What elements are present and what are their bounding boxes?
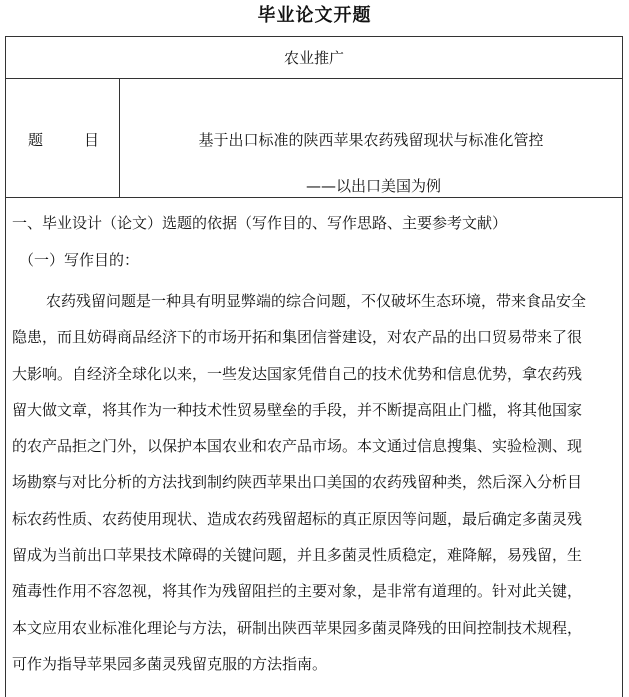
paragraph-line: 场勘察与对比分析的方法找到制约陕西苹果出口美国的农药残留种类，然后深入分析目 [12,473,583,492]
topic-label-char-1: 题 [28,131,44,149]
paragraph-line: 可作为指导苹果园多菌灵残留克服的方法指南。 [12,654,328,673]
major-cell: 农业推广 [6,37,622,79]
paragraph-line: 标农药性质、农药使用现状、造成农药残留超标的真正原因等问题，最后确定多菌灵残 [12,509,583,528]
paragraph-line: 留成为当前出口苹果技术障碍的关键问题，并且多菌灵性质稳定，难降解，易残留，生 [12,546,583,565]
topic-label-cell [6,79,120,197]
paragraph-line: 隐患，而且妨碍商品经济下的市场开拓和集团信誉建设，对农产品的出口贸易带来了很 [12,328,583,347]
sub-heading: （一）写作目的： [19,251,140,269]
proposal-form-table [5,36,623,697]
paragraph-line: 留大做文章，将其作为一种技术性贸易壁垒的手段，并不断提高阻止门槛，将其他国家 [12,400,583,419]
topic-value-cell [120,79,622,197]
paragraph-line: 大影响。自经济全球化以来，一些发达国家凭借自己的技术优势和信息优势，拿农药残 [12,364,583,383]
topic-row [6,79,622,198]
content-cell [6,198,622,697]
section-heading: 一、毕业设计（论文）选题的依据（写作目的、写作思路、主要参考文献） [12,214,508,232]
body-paragraph [12,291,618,690]
topic-label-char-2: 目 [84,131,100,149]
paragraph-line: 的农产品拒之门外，以保护本国农业和农产品市场。本文通过信息搜集、实验检测、现 [12,437,583,456]
document-title: 毕业论文开题 [257,5,372,26]
topic-title-line-1: 基于出口标准的陕西苹果农药残留现状与标准化管控 [198,131,544,149]
paragraph-line: 本文应用农业标准化理论与方法，研制出陕西苹果园多菌灵降残的田间控制技术规程， [12,618,583,637]
topic-title-line-2: ——以出口美国为例 [306,177,442,195]
paragraph-line: 农药残留问题是一种具有明显弊端的综合问题，不仅破坏生态环境，带来食品安全 [46,292,587,310]
paragraph-line: 殖毒性作用不容忽视，将其作为残留阻拦的主要对象，是非常有道理的。针对此关键， [12,582,583,601]
